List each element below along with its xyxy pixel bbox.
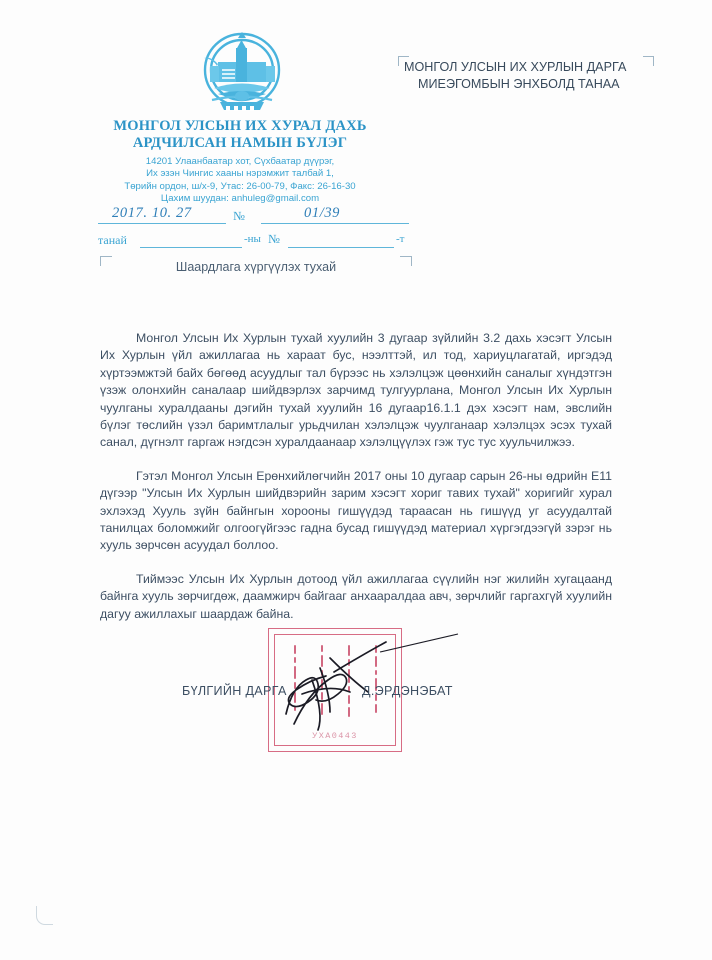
- letterhead-address-line4: Цахим шуудан: anhuleg@gmail.com: [160, 193, 320, 205]
- your-ref-date-suffix: -ны: [244, 233, 261, 245]
- seal-mongol-script: [281, 641, 389, 725]
- subject-block: [100, 256, 412, 284]
- letterhead-address-line1: 14201 Улаанбаатар хот, Сүхбаатар дүүрэг,: [145, 156, 335, 167]
- state-emblem-icon: [188, 26, 296, 122]
- date-rule: [98, 223, 226, 224]
- signatory-role: БҮЛГИЙН ДАРГА: [182, 684, 287, 698]
- addressee-block: [398, 56, 654, 100]
- letter-body: [100, 330, 612, 639]
- your-ref-number-symbol: №: [268, 232, 280, 246]
- your-ref-number-rule: [288, 247, 394, 248]
- subject-text: Шаардлага хүргүүлэх тухай: [175, 260, 337, 274]
- seal-serial-number: УХА0443: [312, 731, 358, 741]
- body-paragraph-2: Гэтэл Монгол Улсын Ерөнхийлөгчийн 2017 оны 10 дугаар сарын 26-ны өдрийн Е11 дүгээр "Улсын Их Хурлын шийдвэрийн зарим хэсэгт хориг тавих тухай" хоригийг хурал эхлэхэд Хууль зүйн байнгын хорооны гишүүдэд тараасан нь гишүүд уг асуудалтай танилцах боломжийг олгоогүйгээс гадна бусад гишүүдэд материал хүргэгдээгүй зэрэг нь хууль зөрчсөн асуудал боллоо.: [100, 468, 612, 553]
- page-corner-artifact: [36, 906, 53, 925]
- number-symbol: №: [233, 209, 245, 223]
- body-paragraph-1: Монгол Улсын Их Хурлын тухай хуулийн 3 дугаар зүйлийн 3.2 дахь хэсэгт Улсын Их Хурлын үйл ажиллагаа нь хараат бус, нээлттэй, ил тод, хариуцлагатай, иргэдэд хүртээмжтэй байх бөгөөд асуудлыг тал бүрээс нь хэлэлцэж цөөнхийн саналыг хүндэтгэн үзэж олонхийн саналаар шийдвэрлэх зарчимд тулгуурлана, Монгол Улсын Их Хурлын чуулганы хуралдааны дэгийн тухай хуулийн 16 дугаар16.1.1 дэх хэсэгт нам, эвслийн бүлэг төслийн үзэл баримтлалыг урьдчилан хэлэлцэж чуулганаар хэлэлцэх эсэх тухай санал, дүгнэлт гаргаж нэгдсэн хуралдаанаар хэлэлцүүлэх гэж тус тус хуульчилжээ.: [100, 331, 612, 450]
- number-rule: [261, 223, 409, 224]
- addressee-line1: МОНГОЛ УЛСЫН ИХ ХУРЛЫН ДАРГА: [404, 60, 627, 74]
- letterhead-address-line3: Төрийн ордон, ш/х-9, Утас: 26-00-79, Факс: 26-16-30: [124, 180, 356, 192]
- your-ref-label: танай: [98, 233, 127, 247]
- letterhead-address-line2: Их эзэн Чингис хааны нэрэмжит талбай 1,: [146, 168, 334, 180]
- your-reference-row: [96, 231, 416, 253]
- letterhead-org-line1: МОНГОЛ УЛСЫН ИХ ХУРАЛ ДАХЬ: [113, 118, 367, 134]
- your-ref-number-suffix: -т: [396, 233, 405, 245]
- document-number-value: 01/39: [304, 205, 341, 221]
- document-date-value: 2017. 10. 27: [112, 205, 192, 221]
- reference-block: [96, 203, 416, 253]
- letterhead: [64, 118, 416, 206]
- signatory-name: Д.ЭРДЭНЭБАТ: [362, 684, 453, 698]
- letterhead-org-line2: АРДЧИЛСАН НАМЫН БҮЛЭГ: [132, 135, 348, 151]
- body-paragraph-3: Тиймээс Улсын Их Хурлын дотоод үйл ажиллагаа сүүлийн нэг жилийн хугацаанд байнга хууль зөрчигдөж, даамжирч байгааг анхааралдаа авч, зөрчлийг гаргахгүй хуулийн дагуу ажиллахыг шаардаж байна.: [100, 571, 612, 621]
- addressee-line2: МИЕЭГОМБЫН ЭНХБОЛД ТАНАА: [418, 77, 620, 91]
- your-ref-date-rule: [140, 247, 242, 248]
- reference-date-row: [96, 203, 416, 227]
